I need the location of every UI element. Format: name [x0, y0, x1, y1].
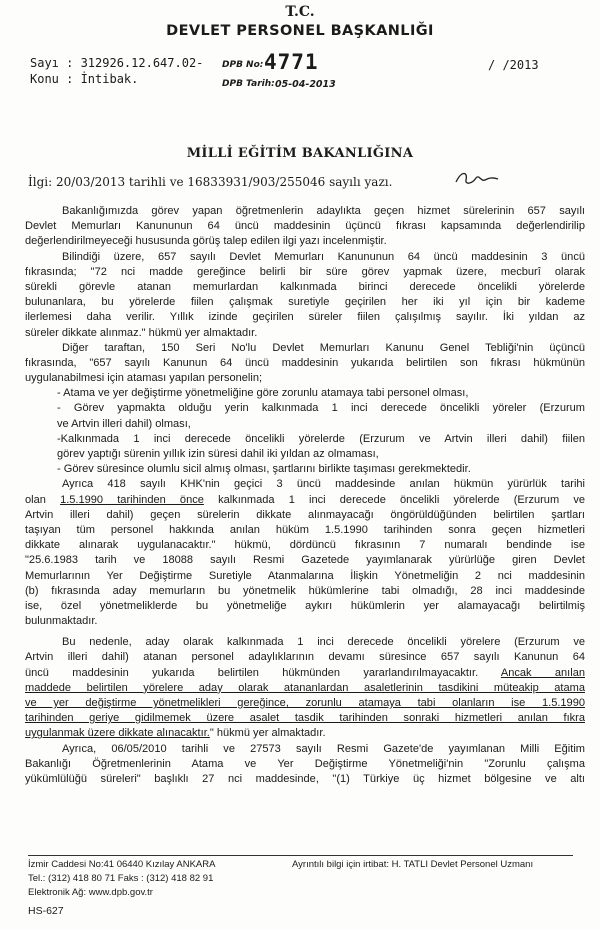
bullet-item: -Kalkınmada 1 inci derecede öncelikli yörelerde (Erzurum ve Artvin illeri dahil) fiilen: [57, 432, 585, 445]
reference-line: İlgi: 20/03/2013 tarihli ve 16833931/903/255046 sayılı yazı.: [28, 175, 393, 189]
letter-body: [25, 204, 585, 787]
body-line: [25, 726, 585, 741]
bullet-item: - Görev süresince olumlu sicil almış olması, şartlarını birlikte taşıması gerekmektedir.: [57, 463, 471, 476]
footer-phone: Tel.: (312) 418 80 71 Faks : (312) 418 82 91: [28, 873, 214, 884]
body-line: Artvin illeri dahil) geçen sürelerin dikkate alınmayacağı öngörüldüğünden belirtilen şartları: [25, 508, 585, 521]
body-line: uygulanabilmesi için ataması yapılan personelin;: [25, 372, 263, 385]
body-line: Bu nedenle, aday olarak kalkınmada 1 inci derecede öncelikli yörelere (Erzurum ve: [62, 636, 585, 649]
text-run: " hükmü yer almaktadır.: [209, 727, 326, 740]
body-line: süreler dikkate alınmaz." hükmü yer almaktadır.: [25, 326, 258, 339]
form-code: HS-627: [28, 905, 64, 917]
bullet-item: ve Artvin illeri dahil) olması,: [57, 417, 191, 430]
bullet-item: görev yaptığı sürenin yıllık izin süresi dahil iki yıldan az olmaması,: [57, 448, 379, 460]
body-line: Devlet Memurları Kanununun 64 üncü maddesinin üçüncü fıkrası kapsamında değerlendirilip: [25, 220, 585, 233]
text-run: olan: [25, 493, 61, 506]
underlined-text: Ancak anılan: [500, 666, 585, 679]
text-run: üncü maddesinin yukarıda belirtilen hükmünden yararlandırılmayacaktır.: [25, 666, 501, 679]
bullet-item: - Görev yapmakta olduğu yerin kalkınmada 1 inci derecede öncelikli yöreler (Erzurum: [57, 402, 585, 415]
document-date: / /2013: [488, 58, 539, 72]
body-line: yükümlülüğü süreleri" başlıklı 27 nci maddesinde, "(1) Türkiye üç hizmet bölgesine ve altı: [25, 772, 585, 785]
footer-divider: [28, 855, 573, 856]
body-line: Bakanlığı Öğretmenlerinin Atama ve Yer Değiştirme Yönetmeliği'nin "Zorunlu çalışma: [25, 757, 585, 770]
body-line: "25.6.1983 tarih ve 18088 sayılı Resmi Gazetede yayımlanarak yürürlüğe giren Devlet: [25, 554, 585, 567]
stamp-date-label: DPB Tarih:: [222, 79, 275, 89]
footer-address: İzmir Caddesi No:41 06440 Kızılay ANKARA: [28, 859, 216, 870]
sayi-line: Sayı : 312926.12.647.02-: [30, 56, 204, 70]
konu-line: Konu : İntibak.: [30, 72, 139, 86]
body-line: dikkate alınarak uygulanacaktır." hükmü, dördüncü fıkrasının 7 numaralı bendinde ise: [25, 539, 585, 552]
addressee: MİLLİ EĞİTİM BAKANLIĞINA: [186, 146, 414, 161]
underlined-line: ve yer değiştirme yönetmelikleri gereğince, zorunlu atamaya tabi olanların ise 1.5.1990: [25, 697, 585, 709]
body-line: (b) fıkrasında aday memurların bu yönetmelik hükümlerine tabi olmadığı, 28 inci maddesinde: [25, 584, 585, 597]
body-line: Diğer taraftan, 150 Seri No'lu Devlet Memurları Kanunu Genel Tebliği'nin üçüncü: [62, 341, 585, 354]
body-line: Ayrıca, 06/05/2010 tarihli ve 27573 sayılı Resmi Gazete'de yayımlanan Milli Eğitim: [62, 742, 585, 755]
body-line: sürekli görevle atanan memurlardan kalkınmada birinci derecede öncelikli yörelerde: [25, 280, 585, 293]
body-line: Ayrıca 418 sayılı KHK'nin geçici 3 üncü maddesinde anılan hükmün yürürlük tarihi: [62, 478, 585, 491]
body-line: bulunmaktadır.: [25, 615, 98, 628]
body-line: [25, 666, 585, 681]
body-line: bulunanlara, bu yörelerde fiilen çalışmak suretiyle geçirilen her iki yıl için bir kademe: [25, 296, 585, 309]
underlined-line: tarihinden geriye gidilmemek üzere asalet tasdik tarihinden sonraki hizmetleri anılan fıkra: [25, 712, 585, 725]
body-line: değerlendirilmeyeceği hususunda görüş talep edilen ilgi yazı incelenmiştir.: [25, 235, 387, 248]
body-line: fıkrasında, "657 sayılı Kanunun 64 üncü maddesinin yukarıda belirtilen son fıkrası hükmünün: [25, 356, 585, 369]
initials-signature: [452, 168, 502, 190]
footer-web: Elektronik Ağ: www.dpb.gov.tr: [28, 887, 153, 898]
body-line: [25, 493, 585, 508]
stamp-date: 05-04-2013: [275, 79, 336, 90]
body-line: fıkrasında; "72 nci madde gereğince belirli bir süre görev yapmak üzere, mecburî olarak: [25, 265, 585, 278]
underlined-line: maddede belirtilen yörelere aday olarak atananlardan asaletlerinin tasdikini müteakip atama: [25, 681, 585, 694]
bullet-item: - Atama ve yer değiştirme yönetmeliğine göre zorunlu atamaya tabi personel olması,: [57, 387, 469, 400]
footer-contact: Ayrıntılı bilgi için irtibat: H. TATLI Devlet Personel Uzmanı: [292, 859, 534, 870]
body-line: ilerlemesi daha verilir. Yıllık izinde geçirilen süreler fiilen çalışılmış sayılır. İki yıldan az: [25, 311, 585, 324]
underlined-date: 1.5.1990 tarihinden önce: [60, 493, 204, 506]
body-line: ise, özel yönetmeliklerde bu yönetmeliğe aykırı hükümlerin yer alamayacağı belirtilmiş: [25, 599, 585, 612]
body-line: Bilindiği üzere, 657 sayılı Devlet Memurları Kanununun 64 üncü maddesinin 3 üncü: [62, 250, 585, 263]
body-line: Artvin illeri dahil) atanan personel adaylıklarının devamı süresince 657 sayılı Kanunun 64: [25, 651, 585, 664]
header-country: T.C.: [285, 4, 315, 20]
stamp-label: DPB No:: [222, 60, 264, 70]
body-line: taşıyan tüm personel hakkında anılan hüküm 1.5.1990 tarihinden sonra geçen hizmetleri: [25, 523, 585, 536]
stamp-number: 4771: [264, 50, 319, 74]
body-line: Bakanlığımızda görev yapan öğretmenlerin adaylıkta geçen hizmet sürelerinin 657 sayılı: [62, 205, 585, 217]
underlined-text: uygulanmak üzere dikkate alınacaktır.: [25, 727, 210, 740]
header-agency: DEVLET PERSONEL BAŞKANLIĞI: [166, 23, 434, 39]
body-line: Memurlarının Yer Değiştirme Suretiyle Atanmalarına İlişkin Yönetmeliğin 2 nci maddesinin: [25, 569, 585, 582]
text-run: kalkınmada 1 inci derecede öncelikli yörelerde (Erzurum ve: [203, 493, 585, 506]
